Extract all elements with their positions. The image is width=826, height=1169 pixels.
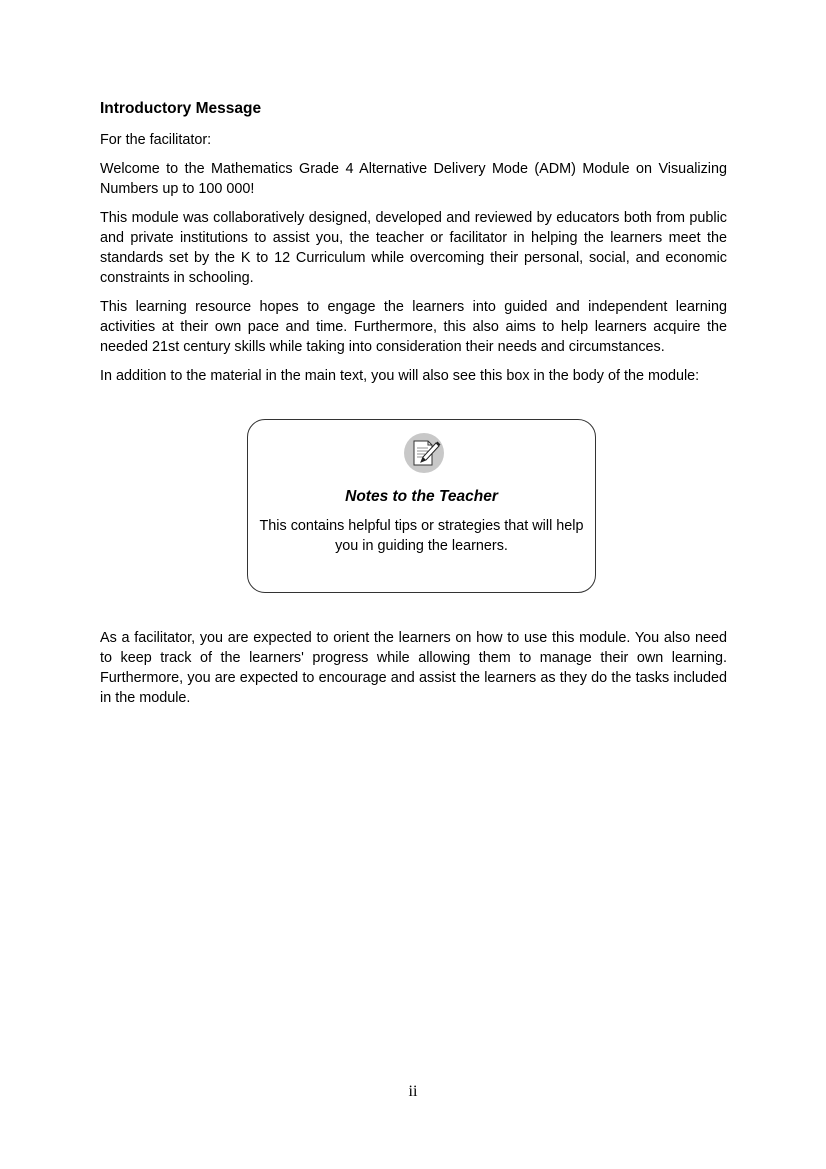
paragraph-facilitator-role: As a facilitator, you are expected to orient the learners on how to use this module. You also need to keep track of the learners' progress while allowing them to manage their own learning. Furthermore, you are expected to encourage and assist the learners as they do the tasks included in the module. [100,630,727,706]
paragraph-resource: This learning resource hopes to engage the learners into guided and independent learning activities at their own pace and time. Furthermore, this also aims to help learners acquire the needed 21st century skills while taking into consideration their needs and circumstances. [100,299,727,355]
intro-section [100,98,727,395]
facilitator-section [100,628,727,717]
page-number: ii [408,1083,418,1100]
notes-to-teacher-box [247,419,596,593]
paragraph-box-intro: In addition to the material in the main text, you will also see this box in the body of the module: [100,368,700,384]
note-box-text: This contains helpful tips or strategies that will help you in guiding the learners. [259,518,584,554]
paragraph-welcome: Welcome to the Mathematics Grade 4 Alternative Delivery Mode (ADM) Module on Visualizing Numbers up to 100 000! [100,161,727,197]
paragraph-audience: For the facilitator: [100,132,212,148]
paragraph-design: This module was collaboratively designed, developed and reviewed by educators both from public and private institutions to assist you, the teacher or facilitator in helping the learners meet the standards set by the K to 12 Curriculum while overcoming their personal, social, and economic constraints in schooling. [100,210,727,286]
notepad-pencil-icon [403,432,445,474]
page-title: Introductory Message [100,100,262,117]
note-box-title: Notes to the Teacher [345,488,498,505]
